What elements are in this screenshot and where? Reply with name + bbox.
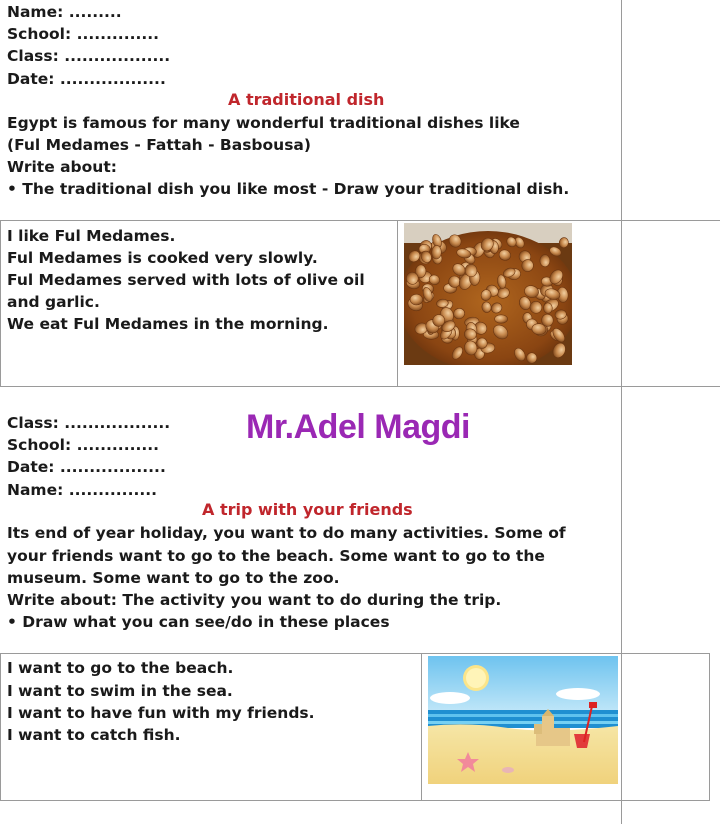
name-field: Name: ......... (7, 3, 122, 21)
trip-answer-line-1: I want to go to the beach. (7, 659, 234, 677)
answer-line-5: We eat Ful Medames in the morning. (7, 315, 329, 333)
prompt-line-3: Write about: (7, 158, 117, 176)
trip-answer-line-4: I want to catch fish. (7, 726, 181, 744)
school-field: School: .............. (7, 25, 160, 43)
trip-answer-line-3: I want to have fun with my friends. (7, 704, 315, 722)
prompt-line-4: • The traditional dish you like most - Draw your traditional dish. (7, 180, 570, 198)
trip-box-top-rule (0, 653, 710, 654)
answer-line-2: Ful Medames is cooked very slowly. (7, 249, 318, 267)
right-margin-rule (621, 0, 622, 824)
trip-prompt-line-1: Its end of year holiday, you want to do many activities. Some of (7, 524, 566, 542)
trip-box-divider (421, 653, 422, 801)
trip-title: A trip with your friends (202, 500, 413, 519)
trip-prompt-line-2: your friends want to go to the beach. Some want to go to the (7, 547, 545, 565)
name-field-2: Name: ............... (7, 481, 158, 499)
author-watermark: Mr.Adel Magdi (246, 408, 470, 446)
prompt-line-2: (Ful Medames - Fattah - Basbousa) (7, 136, 311, 154)
answer-line-4: and garlic. (7, 293, 100, 311)
trip-answer-line-2: I want to swim in the sea. (7, 682, 233, 700)
trip-prompt-line-3: museum. Some want to go to the zoo. (7, 569, 340, 587)
trip-box-left-rule (0, 653, 1, 801)
answer-box-divider (397, 220, 398, 387)
ful-medames-image (404, 223, 572, 365)
class-field-2: Class: .................. (7, 414, 171, 432)
trip-box-bottom-rule (0, 800, 710, 801)
answer-line-1: I like Ful Medames. (7, 227, 176, 245)
date-field-2: Date: .................. (7, 458, 166, 476)
trip-prompt-line-4: Write about: The activity you want to do during the trip. (7, 591, 502, 609)
trip-box-right-rule (709, 653, 710, 801)
beach-image (428, 656, 618, 784)
answer-line-3: Ful Medames served with lots of olive oil (7, 271, 365, 289)
prompt-line-1: Egypt is famous for many wonderful traditional dishes like (7, 114, 520, 132)
school-field-2: School: .............. (7, 436, 160, 454)
trip-prompt-line-5: • Draw what you can see/do in these places (7, 613, 390, 631)
class-field: Class: .................. (7, 47, 171, 65)
date-field: Date: .................. (7, 70, 166, 88)
answer-box-top-rule (0, 220, 720, 221)
answer-box-bottom-rule (0, 386, 720, 387)
answer-box-left-rule (0, 220, 1, 387)
dish-title: A traditional dish (228, 90, 385, 109)
